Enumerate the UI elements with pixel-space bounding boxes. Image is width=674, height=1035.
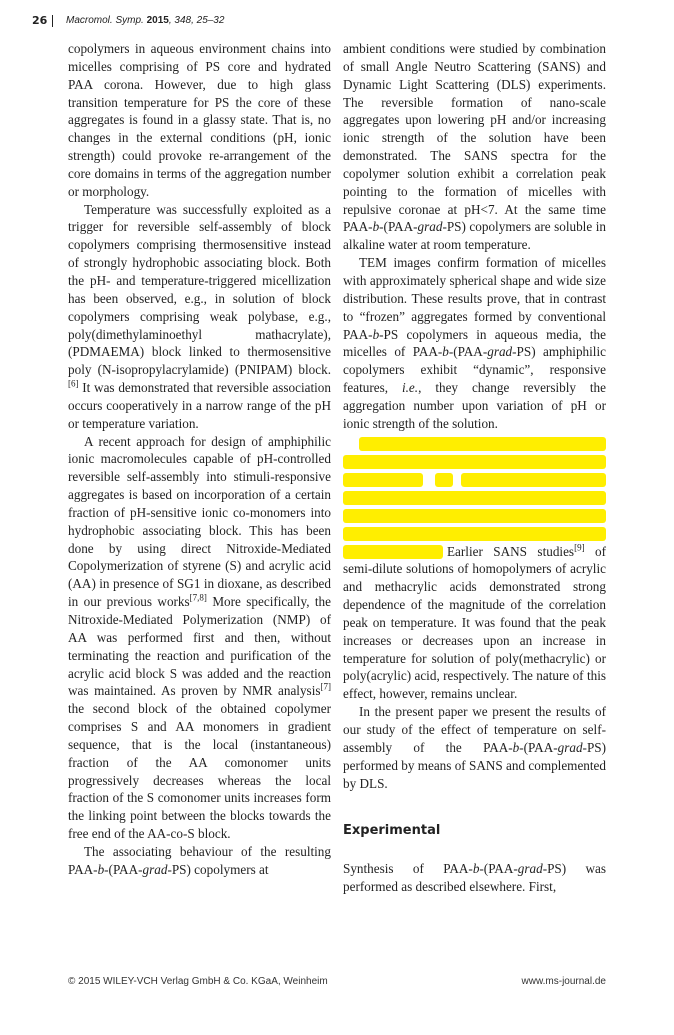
paragraph xyxy=(343,860,606,896)
paragraph-text: Synthesis of PAA- xyxy=(343,861,473,877)
citation-ref: [6] xyxy=(68,378,79,389)
paragraph-text: ambient conditions were studied by combination of small Angle Neutro Scattering (SANS) and Dynamic Light Scattering (DLS) experiments. The reversible formation of nano-scale aggregates upon lowering pH and/or increasing ionic strength of the solution have been demonstrated. The SANS spectra for the copolymer solution exhibit a correlation peak pointing to the formation of micelles with repulsive coronae at pH<7. At the same time PAA- xyxy=(343,41,606,235)
paragraph-text: Temperature was successfully exploited as a trigger for reversible self-assembly of block copolymers comprising thermosensitive instead of strongly hydrophobic associating block. Both the pH- and temperature-triggered micellization has been observed, e.g., in solution of block copolymers comprising weak polybase, e.g., poly(dimethylaminoethyl mathacrylate), (PDMAEMA) block linked to thermosensitive poly (N-isopropylacrylamide) (PNIPAM) block. xyxy=(68,201,331,378)
italic-text: grad xyxy=(487,344,513,360)
italic-text: grad xyxy=(517,861,543,877)
paragraph-text: Earlier SANS studies xyxy=(447,543,575,559)
highlight-bar xyxy=(343,473,423,487)
italic-text: i.e. xyxy=(401,380,419,396)
paragraph-text: -(PAA- xyxy=(379,219,418,235)
highlight-bar xyxy=(343,491,606,505)
highlight-bar xyxy=(343,527,606,541)
italic-text: grad xyxy=(557,739,583,755)
paragraph-text: -PS copolymers in aqueous media, the micelles of PAA- xyxy=(343,326,606,360)
paragraph xyxy=(68,843,331,879)
right-column xyxy=(343,40,606,896)
paragraph-text: -PS) performed by means of SANS and complemented by DLS. xyxy=(343,739,606,791)
paragraph-text: -PS) copolymers at xyxy=(167,861,269,877)
italic-text: b xyxy=(472,861,480,877)
italic-text: b xyxy=(372,219,380,235)
paragraph xyxy=(343,254,606,432)
paragraph: copolymers in aqueous environment chains into micelles comprising of PS core and hydrated PAA corona. However, due to high glass transition temperature for PS the core of these aggregates is found in a glassy state. That is, no changes in the external conditions (pH, ionic strength) could provoke re-arrangement of the core domains in terms of the aggregation number or morphology. xyxy=(68,41,331,199)
italic-text: b xyxy=(372,326,380,342)
paragraph xyxy=(343,40,606,254)
paragraph xyxy=(343,543,606,704)
redacted-highlight-block xyxy=(343,435,606,560)
highlight-bar xyxy=(461,473,606,487)
journal-volume-pages: , 348, 25–32 xyxy=(168,15,225,26)
journal-citation xyxy=(66,15,224,26)
paragraph-text: -PS) copolymers are soluble in alkaline water at room temperature. xyxy=(343,219,606,253)
highlight-bar xyxy=(343,509,606,523)
highlight-bar xyxy=(343,455,606,469)
running-header xyxy=(32,14,652,34)
paragraph-text: In the present paper we present the results of our study of the effect of temperature on self-assembly of the PAA- xyxy=(343,704,606,755)
citation-ref: [9] xyxy=(574,542,585,553)
citation-ref: [7] xyxy=(320,681,331,692)
journal-name: Macromol. Symp. xyxy=(66,15,144,26)
paragraph xyxy=(68,433,331,843)
italic-text: grad xyxy=(417,219,443,235)
paragraph-text: -(PAA- xyxy=(479,861,518,877)
page-number: 26 xyxy=(32,14,48,27)
paragraph xyxy=(68,201,331,433)
italic-text: grad xyxy=(142,861,168,877)
italic-text: b xyxy=(442,344,449,360)
copyright-notice: © 2015 WILEY-VCH Verlag GmbH & Co. KGaA, Weinheim xyxy=(68,976,328,987)
journal-year: 2015 xyxy=(146,15,169,26)
section-heading: Experimental xyxy=(343,823,441,839)
paragraph-text: A recent approach for design of amphiphilic ionic macromolecules capable of pH-controlled reversible self-assembly into stimuli-responsive aggregates is based on incorporation of a certain fraction of pH-sensitive ionic co-monomers into hydrophobic associating block. This has been done by using direct Nitroxide-Mediated Copolymerization of styrene (S) and acrylic acid (AA) in presence of SG1 in dioxane, as described in our previous works xyxy=(68,433,331,610)
paragraph-text: -(PAA- xyxy=(104,861,143,877)
left-column xyxy=(68,40,331,879)
paragraph-text: The associating behaviour of the resulting PAA- xyxy=(68,843,331,877)
highlight-bar xyxy=(359,437,606,451)
citation-ref: [7,8] xyxy=(189,592,207,603)
page-number-divider xyxy=(52,15,53,27)
paragraph-text: More specifically, the Nitroxide-Mediated Polymerization (NMP) of AA was performed first and then, without terminating the reaction and purification of the acrylic acid block S was added and the reaction was maintained. As proven by NMR analysis xyxy=(68,594,331,699)
highlight-bar xyxy=(343,545,443,559)
italic-text: b xyxy=(97,861,105,877)
paragraph-text: -PS) amphiphilic copolymers exhibit “dynamic”, responsive features, xyxy=(343,344,606,396)
paragraph-text: TEM images confirm formation of micelles with approximately spherical shape and wide size distribution. These results prove, that in contrast to “frozen” aggregates formed by conventional PAA- xyxy=(343,255,606,342)
journal-website-link[interactable]: www.ms-journal.de xyxy=(521,976,606,987)
paragraph xyxy=(343,703,606,792)
paragraph-text: , they change reversibly the aggregation number upon variation of pH or ionic strength of the solution. xyxy=(343,380,607,431)
paragraph-text: -PS) was performed as described elsewhere. First, xyxy=(343,861,606,895)
paragraph-text: -(PAA- xyxy=(519,739,558,755)
paragraph-text: -(PAA- xyxy=(448,344,488,360)
italic-text: b xyxy=(512,739,520,755)
paragraph-text: the second block of the obtained copolymer comprises S and AA monomers in gradient sequence, that is the local (instantaneous) fraction of the AA comonomer units progressively decreases whereas the local fraction of the S comonomer units increases form the linking point between the blocks towards the free end of the AA-co-S block. xyxy=(68,701,331,842)
paragraph-text: of semi-dilute solutions of homopolymers of acrylic and methacrylic acids demonstrated strong dependence of the magnitude of the correlation peak on temperature. It was found that the peak increases or decreases upon an increase in temperature for solution of poly(methacrylic) or poly(acrylic) acid, respectively. The nature of this effect, however, remains unclear. xyxy=(343,543,606,702)
paragraph-text: It was demonstrated that reversible association occurs cooperatively in a narrow range of the pH or temperature variation. xyxy=(68,380,331,431)
highlight-bar xyxy=(435,473,453,487)
